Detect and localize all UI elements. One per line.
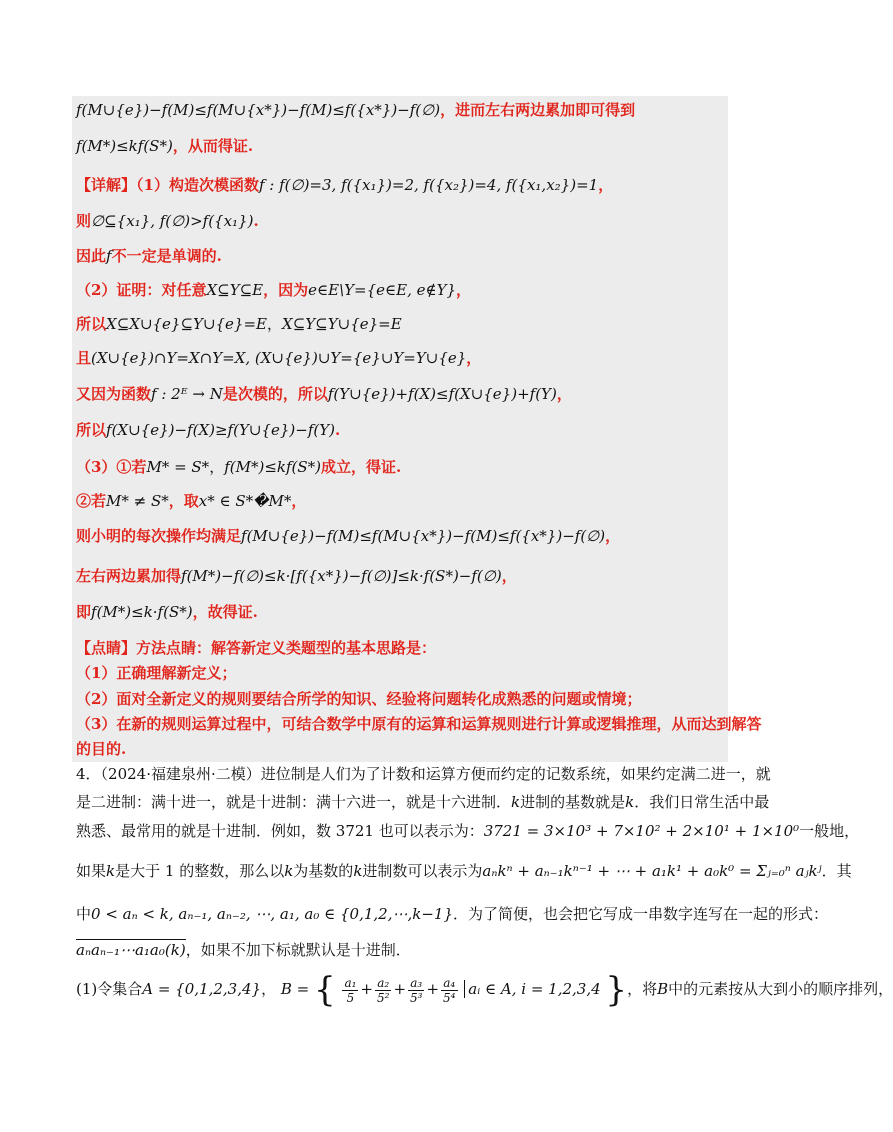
math-variable: k [106,862,116,880]
detail-tag: 【详解】 [76,176,137,194]
solution-text: 且 [76,349,92,367]
fraction-denominator: 5 [346,990,355,1005]
fraction [441,976,457,1005]
solution-text: （2）证明：对任意 [76,281,207,299]
math-expression: e∈E\Y={e∈E, e∉Y} [308,281,457,299]
punctuation: ， [456,281,472,299]
solution-text: 即 [76,603,92,621]
fraction-denominator: 5⁴ [443,990,456,1005]
math-variable: k [511,793,521,811]
solution-line-8 [76,347,481,369]
solution-text: ，取 [168,492,199,510]
math-expression: ∅⊆{x₁}, f(∅)>f({x₁}) [91,212,254,230]
problem-line-1: 4．（2024·福建泉州·二模）进位制是人们为了计数和运算方便而约定的记数系统，如果约定满二进一，就 [76,765,771,783]
fraction-numerator: a₃ [408,976,424,991]
math-expression: X⊆Y⊆Y∪{e}=E [282,315,402,333]
problem-text: 熟悉、最常用的就是十进制．例如，数 3721 也可以表示为： [76,822,484,840]
math-expression: B = [280,980,310,998]
solution-line-6 [76,279,471,301]
problem-line-5 [76,903,828,925]
solution-line-17: （1）正确理解新定义； [76,664,237,682]
math-expression: 3721 = 3×10³ + 7×10² + 2×10¹ + 1×10⁰ [483,822,800,840]
problem-text: 是二进制：满十进一，就是十进制：满十六进一，就是十六进制． [76,793,512,811]
math-expression: x* ∈ S*�M* [198,492,292,510]
solution-line-10 [76,419,340,441]
solution-text: ，进而左右两边累加即可得到 [440,101,636,119]
problem-line-4 [76,860,852,882]
comment-tag: 【点睛】 [76,639,137,657]
solution-text: ②若 [76,492,107,510]
punctuation: . [334,421,341,439]
solution-line-5 [76,245,222,267]
punctuation: ， [605,527,621,545]
fraction [375,976,391,1005]
problem-text: 进制的基数就是 [520,793,626,811]
solution-line-4 [76,210,259,232]
problem-text: ，将 [627,980,658,998]
solution-text: 方法点睛：解答新定义类题型的基本思路是： [136,639,437,657]
math-expression: f(M*)≤kf(S*) [224,458,322,476]
solution-text: （3）①若 [76,458,147,476]
math-variable: B [657,980,669,998]
math-expression: aₙkⁿ + aₙ₋₁kⁿ⁻¹ + ⋯ + a₁k¹ + a₀k⁰ = Σⱼ₌₀ⁿ aⱼkʲ [482,862,822,880]
solution-line-12 [76,490,306,512]
problem-text: ．我们日常生活中最 [634,793,770,811]
fraction-numerator: a₄ [441,976,457,991]
punctuation: ， [209,458,225,476]
solution-text: 则小明的每次操作均满足 [76,527,242,545]
math-expression: f(Y∪{e})+f(X)≤f(X∪{e})+f(Y) [327,385,557,403]
math-expression: X⊆X∪{e}⊆Y∪{e}=E [106,315,267,333]
problem-line-6 [76,939,411,961]
fraction-numerator: a₂ [375,976,391,991]
punctuation: ， [598,176,614,194]
solution-text: 所以 [76,421,107,439]
math-expression: f(M∪{e})−f(M)≤f(M∪{x*})−f(M)≤f({x*})−f(∅) [76,101,441,119]
punctuation: ， [501,567,517,585]
math-expression: A = {0,1,2,3,4} [142,980,262,998]
math-expression: f(M*)≤kf(S*) [76,137,173,155]
solution-line-18: （2）面对全新定义的规则要结合所学的知识、经验将问题转化成熟悉的问题或情境； [76,690,642,708]
solution-line-9 [76,383,572,405]
math-expression: f(X∪{e})−f(X)≥f(Y∪{e})−f(Y) [106,421,335,439]
left-brace: { [314,970,336,1010]
math-expression: f(M*)−f(∅)≤k·[f({x*})−f(∅)]≤k·f(S*)−f(∅) [181,567,502,585]
solution-text: ，从而得证. [172,137,254,155]
problem-text: (1)令集合 [76,980,143,998]
math-expression: f : f(∅)=3, f({x₁})=2, f({x₂})=4, f({x₁,x₂})=1 [258,176,599,194]
problem-line-3 [76,820,859,842]
solution-text: 左右两边累加得 [76,567,182,585]
math-expression: f [106,247,112,265]
solution-text: ，故得证. [192,603,258,621]
problem-text: 为基数的 [293,862,354,880]
solution-line-7 [76,313,402,335]
math-expression: M* ≠ S* [106,492,169,510]
solution-line-20: 的目的. [76,740,127,758]
problem-text: 中 [76,905,92,923]
math-expression: (X∪{e})∩Y=X∩Y=X, (X∪{e})∪Y={e}∪Y=Y∪{e} [91,349,467,367]
math-expression: f(M∪{e})−f(M)≤f(M∪{x*})−f(M)≤f({x*})−f(∅) [241,527,606,545]
punctuation: ， [466,349,482,367]
punctuation: . [253,212,259,230]
solution-line-2 [76,135,253,157]
fraction-numerator: a₁ [344,975,357,990]
problem-line-2 [76,791,769,813]
fraction-denominator: 5² [376,990,390,1005]
solution-text: 是次模的，所以 [222,385,328,403]
solution-text: ，因为 [263,281,309,299]
problem-text: 进制数可以表示为 [362,862,483,880]
right-brace: } [605,970,628,1010]
problem-text: ，如果不加下标就默认是十进制． [185,941,411,959]
solution-text: 因此 [76,247,107,265]
math-variable: k [625,793,635,811]
problem-line-7: (1)令集合A = {0,1,2,3,4}， B = { $\frac{\text{a₁}}{5}$ + $\frac{\text{a₂}}{\text{5²}}$ + $\frac{\text{a₃}}{\text{5³}}$ + $\frac{\text{a₄}}{\text{5⁴}}$ aᵢ ∈ A, i = 1,2,3,4 }，将B中的元素按从大到小的顺序排列， [76,970,893,1010]
math-expression: X⊆Y⊆E [206,281,264,299]
math-expression: aₙaₙ₋₁⋯a₁a₀(k) [76,941,186,959]
solution-line-15 [76,601,258,623]
solution-line-3 [76,174,613,196]
solution-line-13 [76,525,620,547]
solution-text: 又因为函数 [76,385,152,403]
fraction [342,976,358,1005]
math-expression: f : 2ᴱ → N [151,385,223,403]
solution-text: 所以 [76,315,107,333]
solution-line-11 [76,456,401,478]
punctuation: ， [556,385,572,403]
problem-text: 是大于 1 的整数，那么以 [115,862,285,880]
fraction-denominator: 5³ [410,990,423,1005]
solution-line-14 [76,565,517,587]
solution-line-19: （3）在新的规则运算过程中，可结合数学中原有的运算和运算规则进行计算或逻辑推理，从而达到解答 [76,715,762,733]
punctuation: ， [291,492,307,510]
math-expression: M* = S* [146,458,210,476]
math-expression: f(M*)≤k·f(S*) [91,603,193,621]
problem-text: ．为了简便，也会把它写成一串数字连写在一起的形式： [453,905,829,923]
set-condition: aᵢ ∈ A, i = 1,2,3,4 [464,980,600,998]
solution-text: （1）构造次模函数 [136,176,259,194]
problem-text: ．其 [821,862,852,880]
punctuation: ， [261,980,277,998]
solution-text: 则 [76,212,92,230]
math-expression: 0 < aₙ < k, aₙ₋₁, aₙ₋₂, ⋯, a₁, a₀ ∈ {0,1,2,⋯,k−1} [91,905,454,923]
solution-line-16 [76,637,436,659]
problem-text: 如果 [76,862,107,880]
fraction [408,976,424,1005]
problem-text: 中的元素按从大到小的顺序排列， [668,980,893,998]
math-variable: k [353,862,363,880]
solution-text: 不一定是单调的. [111,247,222,265]
problem-text: 一般地， [799,822,860,840]
solution-text: 成立，得证. [321,458,402,476]
punctuation: ， [267,315,283,333]
math-variable: k [284,862,294,880]
solution-line-1 [76,99,635,121]
